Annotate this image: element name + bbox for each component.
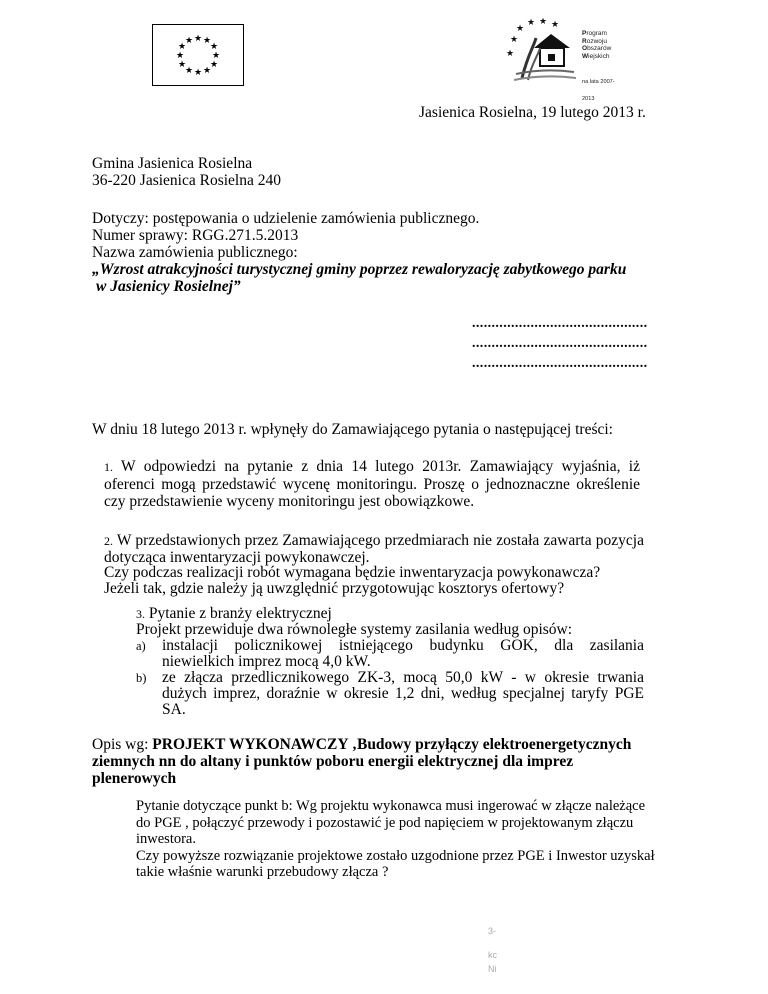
- svg-text:★: ★: [515, 24, 525, 34]
- contract-name-label: Nazwa zamówienia publicznego:: [92, 244, 298, 261]
- address-line: Gmina Jasienica Rosielna: [92, 155, 253, 172]
- prow-logo: [504, 18, 624, 102]
- question-number: 2.: [104, 534, 113, 548]
- question-1: [104, 458, 640, 510]
- svg-text:★: ★: [526, 18, 536, 28]
- eu-flag-icon: [153, 25, 243, 85]
- svg-text:★: ★: [211, 51, 221, 61]
- question-text: Jeżeli tak, gdzie należy ją uwzględnić przygotowując kosztorys ofertowy?: [104, 579, 565, 597]
- address-line: 36-220 Jasienica Rosielna 240: [92, 172, 281, 189]
- svg-text:★: ★: [177, 42, 187, 52]
- subject-block: [92, 210, 626, 295]
- dots-line: .............................................: [472, 336, 648, 351]
- svg-text:★: ★: [509, 35, 519, 45]
- faint-mark: kc: [488, 950, 497, 960]
- svg-text:★: ★: [209, 42, 219, 52]
- list-item: [136, 670, 644, 718]
- list-text: instalacji policznikowej istniejącego budynku GOK, dla zasilania niewielkich imprez mocą 4,0 kW.: [162, 637, 644, 670]
- faint-mark: Ni: [488, 964, 497, 974]
- prow-initial: P: [582, 30, 587, 37]
- list-text: ze złącza przedlicznikowego ZK-3, mocą 50,0 kW - w okresie trwania dużych imprez, doraźnie w okresie 1,2 dni, według specjalnej taryfy PGE SA.: [162, 669, 644, 718]
- svg-text:★: ★: [505, 49, 515, 59]
- question-3: [136, 606, 644, 718]
- question-number: 3.: [136, 607, 145, 621]
- question-text: W przedstawionych przez Zamawiającego przedmiarach nie została zawarta pozycja dotycząca inwentaryzacji powykonawczej.: [104, 532, 644, 566]
- dots-line: .............................................: [472, 356, 648, 371]
- dots-line: .............................................: [472, 316, 648, 331]
- svg-text:★: ★: [538, 18, 548, 27]
- placeholder-dots: [472, 314, 648, 374]
- question-2: [104, 533, 644, 596]
- contract-title: w Jasienicy Rosielnej”: [96, 278, 241, 295]
- faint-marks: [488, 924, 497, 976]
- description-reference: [92, 736, 652, 787]
- list-item: [136, 638, 644, 670]
- question-paragraph: Czy powyższe rozwiązanie projektowe zostało uzgodnione przez PGE i Inwestor uzyskał takie właśnie warunki przebudowy złącza ?: [136, 847, 655, 880]
- list-label: a): [136, 639, 146, 653]
- svg-text:★: ★: [193, 68, 203, 78]
- intro-paragraph: W dniu 18 lutego 2013 r. wpłynęły do Zamawiającego pytania o następującej treści:: [92, 421, 613, 438]
- svg-text:★: ★: [177, 60, 187, 70]
- prow-initial: W: [582, 52, 589, 60]
- svg-text:★: ★: [202, 66, 212, 76]
- recipient-address: [92, 155, 281, 189]
- svg-text:★: ★: [184, 36, 194, 46]
- svg-text:★: ★: [193, 34, 203, 44]
- project-title: PROJEKT WYKONAWCZY ‚Budowy przyłączy elektroenergetycznych ziemnych nn do altany i punktów poboru energii elektrycznej dla imprez plenerowych: [92, 736, 632, 787]
- prow-emblem-icon: [504, 18, 580, 84]
- prow-years: na lata 2007-2013: [582, 79, 615, 102]
- list-label: b): [136, 671, 147, 685]
- svg-text:★: ★: [209, 60, 219, 70]
- question-title: Pytanie z branży elektrycznej: [148, 605, 332, 622]
- question-b: [136, 798, 656, 881]
- eu-flag-logo: [152, 24, 244, 86]
- question-text: W odpowiedzi na pytanie z dnia 14 lutego 2013r. Zamawiający wyjaśnia, iż oferenci mogą przedstawić wycenę monitoringu. Proszę o jednoznaczne określenie czy przedstawienie wyceny monitoringu jest obowiązkowe.: [104, 458, 640, 510]
- question-number: 1.: [104, 460, 113, 474]
- question-lead: Projekt przewiduje dwa równoległe systemy zasilania według opisów:: [136, 621, 573, 638]
- svg-text:★: ★: [202, 36, 212, 46]
- subject-line: Dotyczy: postępowania o udzielenie zamówienia publicznego.: [92, 210, 480, 227]
- faint-mark: 3-: [488, 926, 497, 936]
- description-prefix: Opis wg:: [92, 736, 153, 753]
- case-number: Numer sprawy: RGG.271.5.2013: [92, 227, 299, 244]
- svg-text:★: ★: [550, 20, 560, 30]
- svg-text:★: ★: [175, 51, 185, 61]
- question-text: Czy podczas realizacji robót wymagana będzie inwentaryzacja powykonawcza?: [104, 564, 601, 581]
- prow-name: Program Rozwoju Obszarów Wiejskich: [582, 30, 612, 60]
- question-paragraph: Pytanie dotyczące punkt b: Wg projektu wykonawca musi ingerować w złącze należące do PGE , połączyć przewody i pozostawić je pod napięciem w projektowanym złączu inwestora.: [136, 798, 646, 847]
- prow-initial: O: [582, 45, 588, 53]
- contract-title: „Wzrost atrakcyjności turystycznej gminy poprzez rewaloryzację zabytkowego parku: [92, 261, 627, 278]
- date-line: Jasienica Rosielna, 19 lutego 2013 r.: [419, 104, 646, 121]
- svg-text:★: ★: [184, 66, 194, 76]
- prow-initial: R: [582, 37, 587, 45]
